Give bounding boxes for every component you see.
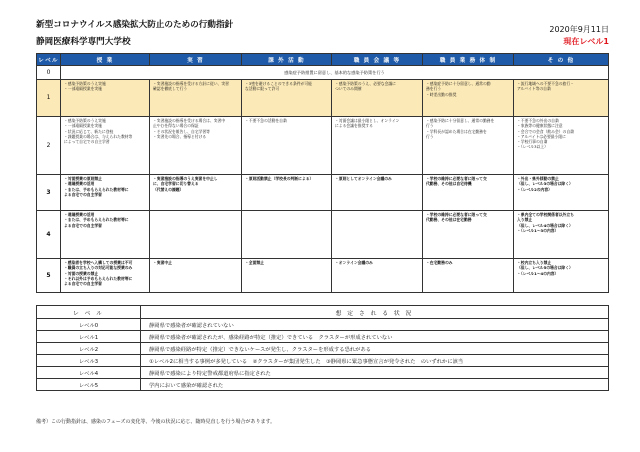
cell-line: よる自宅での自主学習: [64, 222, 102, 228]
cell-line: よる自宅での自主学習: [64, 191, 102, 197]
situation-description: 学内において感染が確認された: [141, 379, 609, 391]
cell-line: による会議を推奨する: [335, 123, 373, 129]
cell-line: 行う: [426, 123, 434, 129]
cell-line: ・一部遠隔授業を実施: [64, 86, 102, 92]
situation-row: [37, 343, 609, 355]
situation-description: ①レベル2に相当する事例が多発している ②クラスターが集団発生した ③静岡県に緊急事態宣言が発令された のいずれかに該当: [141, 355, 609, 367]
cell-line: ・学科長が認めた場合は在宅勤務を: [426, 128, 487, 134]
cell-staff-work: [423, 259, 514, 293]
cell-other: [514, 175, 609, 211]
level-cell: 3: [37, 175, 61, 211]
table-row-level-5: [37, 259, 609, 293]
cell-line: ・実習中止: [153, 260, 172, 265]
cell-line: ・（レベル1〜3の内容）: [517, 227, 559, 233]
cell-other: [514, 211, 609, 259]
cell-line: ・アルバイトは必要最小限に: [517, 133, 566, 139]
cell-line: （但し、レベル4の場合は除く）: [517, 222, 573, 228]
cell-line: によって自宅での自主学習: [64, 139, 110, 145]
column-header-staff-work: 職 員 業 務 体 制: [423, 54, 514, 66]
cell-line: ・感染予防策のうえ、必要な会議に: [335, 81, 396, 86]
situation-column-header: 想 定 さ れ る 状 況: [141, 306, 609, 319]
cell-practicum: [150, 259, 242, 293]
level-cell: 5: [37, 259, 61, 293]
table-row-level-3: [37, 175, 609, 211]
cell-staff-work: [423, 175, 514, 211]
cell-class: [61, 175, 150, 211]
cell-line: ついてのみ開催: [335, 86, 362, 92]
cell-line: ・感染予防策のうえ実施: [64, 81, 106, 86]
cell-staff-meeting: [332, 211, 423, 259]
cell-staff-work: [423, 80, 514, 117]
cell-line: ・（レベル1〜4の内容）: [517, 270, 559, 276]
issue-date: 2020年9月11日: [549, 25, 609, 34]
table-row-level-4: [37, 211, 609, 259]
cell-extracurricular: [242, 211, 332, 259]
level-cell: 1: [37, 80, 61, 117]
cell-practicum: [150, 211, 242, 259]
cell-line: ・遠隔授業の活用: [64, 181, 95, 187]
cell-line: ・オンライン会議のみ: [335, 260, 373, 265]
cell-line: （但し、レベル5の場合は除く）: [517, 265, 573, 271]
table-row-level-0: [37, 66, 609, 80]
cell-line: ・職員の立ち入りの対応可能な授業のみ: [64, 265, 133, 271]
cell-line: よる自宅での自主学習: [64, 281, 102, 287]
cell-line: ・その状況を報告し、自宅学習等: [153, 128, 210, 134]
cell-line: ・在宅勤務のみ: [426, 260, 453, 265]
column-header-level: レベル: [37, 54, 61, 66]
column-header-other: そ の 他: [514, 54, 609, 66]
cell-line: ・状況に応じて、新たに登校: [64, 128, 114, 134]
cell-line: ・校内立ち入り禁止: [517, 260, 552, 265]
level-cell: 0: [37, 66, 61, 80]
cell-line: 確認を徹底して行う: [153, 86, 188, 92]
cell-line: ・家族等の健康状態に注意: [517, 123, 563, 129]
cell-line: ・原則としてオンライン会議のみ: [335, 176, 392, 181]
cell-extracurricular: [242, 175, 332, 211]
level-cell: 4: [37, 211, 61, 259]
cell-line: 止やむを得ない場合の保証: [153, 123, 199, 129]
table-row-level-1: [37, 80, 609, 117]
cell-other: [514, 259, 609, 293]
situation-row: [37, 379, 609, 391]
cell-line: ・県内全ての学校関係者以外立ち: [517, 212, 574, 217]
situation-row: [37, 367, 609, 379]
cell-line: ・実習施設の指導を受ける場合は、実習中: [153, 118, 226, 123]
cell-line: （但し、レベル3の場合は除く）: [517, 181, 573, 187]
column-header-staff-meeting: 職 員 会 議 等: [332, 54, 423, 66]
school-name: 静岡医療科学専門大学校: [36, 37, 131, 47]
cell-line: に、自宅学習に切り替える: [153, 181, 199, 187]
level-0-policy: 感染症予防措置に留意し、基本的な感染予防策を行う: [61, 66, 609, 80]
cell-line: ・（レベル3以上）: [517, 144, 548, 150]
cell-practicum: [150, 175, 242, 211]
cell-line: ・それ以外は予めもらえられた教材等に: [64, 275, 133, 281]
cell-class: [61, 211, 150, 259]
action-guideline-table: [36, 53, 609, 293]
situation-row: [37, 331, 609, 343]
cell-line: ・不要不急の外出の自粛: [517, 118, 559, 123]
column-header-practicum: 実 習: [150, 54, 242, 66]
cell-class: [61, 259, 150, 293]
cell-line: ・または、予めもらえられた教材等に: [64, 186, 129, 192]
situation-header-row: [37, 306, 609, 319]
table-header-row: [37, 54, 609, 66]
cell-line: ・一部遠隔授業を実施: [64, 123, 102, 129]
level-name: レベル5: [37, 379, 141, 391]
level-name: レベル1: [37, 331, 141, 343]
cell-line: ・対面の授業の禁止: [64, 270, 99, 276]
level-situation-table: [36, 305, 609, 391]
cell-line: ・課題授業の場合は、与えられた教材等: [64, 133, 133, 139]
level-name: レベル2: [37, 343, 141, 355]
cell-line: ・遠隔授業の活用: [64, 212, 95, 217]
cell-staff-meeting: [332, 175, 423, 211]
cell-line: ・学校の維持に必要な者に限って交: [426, 212, 487, 217]
cell-line: 代勤務、その他は自宅待機: [426, 181, 472, 187]
cell-line: な活動に限って許可: [245, 86, 280, 92]
situation-row: [37, 355, 609, 367]
cell-line: ・感染者を学校へ入構しての授業は不可: [64, 260, 133, 265]
cell-line: ・全面禁止: [245, 260, 264, 265]
cell-other: [514, 117, 609, 175]
cell-line: ・原則活動禁止（学校長の判断による）: [245, 176, 314, 181]
cell-line: ・実習施設の指導を受ける方針に従い、実習: [153, 81, 229, 86]
cell-extracurricular: [242, 259, 332, 293]
cell-line: ・会合での会食（飲み会）の自粛: [517, 128, 574, 134]
cell-line: ・感染予防に十分留意し、通常の勤務を: [426, 118, 495, 123]
cell-line: ・時差出勤の推奨: [426, 91, 457, 97]
cell-staff-meeting: [332, 117, 423, 175]
table-row-level-2: [37, 117, 609, 175]
cell-practicum: [150, 117, 242, 175]
cell-other: [514, 80, 609, 117]
situation-description: 静岡県で感染により特定警戒都道府県に指定された: [141, 367, 609, 379]
cell-line: ・または、予めもらえられた教材等に: [64, 217, 129, 223]
column-header-extracurricular: 課 外 活 動: [242, 54, 332, 66]
column-header-class: 授 業: [61, 54, 150, 66]
cell-line: ・実習先の場合、指導と付ける: [153, 133, 207, 139]
cell-line: アルバイト等の自粛: [517, 86, 551, 92]
cell-line: ・実習施設の指導のうえ実習を中止し: [153, 176, 218, 181]
cell-line: 行う: [426, 133, 434, 139]
cell-practicum: [150, 80, 242, 117]
cell-line: 入り禁止: [517, 217, 533, 223]
cell-staff-work: [423, 117, 514, 175]
level-name: レベル0: [37, 319, 141, 331]
current-level-badge: 現在レベル1: [563, 37, 609, 46]
cell-line: 代勤務、その他は在宅勤務: [426, 217, 472, 223]
cell-line: ・不要不急の活動を自粛: [245, 118, 287, 123]
situation-description: 静岡県で感染者が確認されたが、感染経路が特定（推定）できている クラスターが形成されていない: [141, 331, 609, 343]
cell-line: ・感染予防策のうえ実施: [64, 118, 106, 123]
remarks-note: 備考）この行動指針は、感染のフェーズの変化等、今後の状況に応じ、随時見直しを行う場合があります。: [36, 419, 276, 425]
cell-line: ・対面会議は最小限とし、オンライン: [335, 118, 400, 123]
cell-line: ・学校の維持に必要な者に限って交: [426, 176, 487, 181]
level-name: レベル3: [37, 355, 141, 367]
cell-line: ・学校行事の自粛: [517, 139, 548, 145]
cell-class: [61, 117, 150, 175]
situation-description: 静岡県で感染経路が特定（推定）できないケースが発生し、クラスターを形成する恐れがある: [141, 343, 609, 355]
cell-line: （代替えの課題）: [153, 186, 184, 192]
cell-staff-meeting: [332, 80, 423, 117]
situation-description: 静岡県で感染者が確認されていない: [141, 319, 609, 331]
cell-extracurricular: [242, 80, 332, 117]
cell-line: ・対面授業の原則禁止: [64, 176, 102, 181]
cell-class: [61, 80, 150, 117]
cell-extracurricular: [242, 117, 332, 175]
level-name: レベル4: [37, 367, 141, 379]
cell-line: ・外出・県外移動の禁止: [517, 176, 559, 181]
cell-line: ・感染症予防に十分留意し、通常の勤: [426, 81, 491, 86]
cell-staff-work: [423, 211, 514, 259]
level-cell: 2: [37, 117, 61, 175]
cell-line: ・3密を避けることのできる条件が可能: [245, 81, 312, 86]
cell-line: ・流行地域への不要不急の旅行・: [517, 81, 574, 86]
page-title: 新型コロナウイルス感染拡大防止のための行動指針: [36, 20, 234, 30]
cell-staff-meeting: [332, 259, 423, 293]
cell-line: 務を行う: [426, 86, 442, 92]
cell-line: ・（レベル2の内容）: [517, 186, 552, 192]
level-column-header: レ ベ ル: [37, 306, 141, 319]
situation-row: [37, 319, 609, 331]
